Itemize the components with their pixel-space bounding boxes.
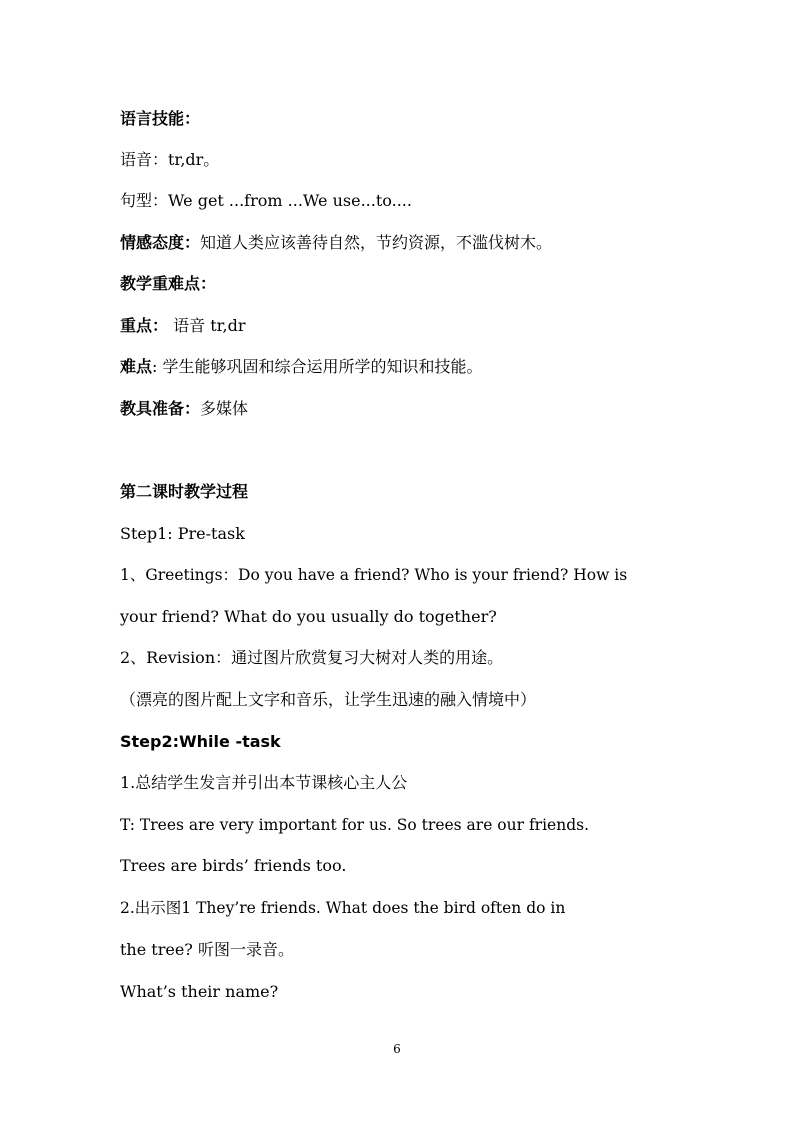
line-emotional-attitude xyxy=(120,232,680,254)
line-revision-note xyxy=(120,689,680,711)
line-label: 教学重难点： xyxy=(120,274,217,293)
line-their-name xyxy=(120,981,680,1003)
line-summary xyxy=(120,772,680,794)
line-text: : 学生能够巩固和综合运用所学的知识和技能。 xyxy=(152,357,483,376)
line-text: Trees are birds’ friends too. xyxy=(120,856,347,875)
heading-second-lesson-process xyxy=(120,481,680,503)
line-trees-birds xyxy=(120,855,680,877)
line-revision xyxy=(120,647,680,669)
heading-language-skills xyxy=(120,108,680,130)
line-text: T: Trees are very important for us. So trees are our friends. xyxy=(120,816,590,834)
line-step2 xyxy=(120,731,680,753)
line-difficulty xyxy=(120,356,680,378)
line-text: （漂亮的图片配上文字和音乐，让学生迅速的融入情境中） xyxy=(120,690,537,709)
line-text: 语音 tr,dr xyxy=(168,316,246,335)
line-text: 句型：We get ...from ...We use...to.... xyxy=(120,191,412,210)
line-step1 xyxy=(120,523,680,545)
line-label: Step2:While -task xyxy=(120,732,281,751)
line-text: 知道人类应该善待自然，节约资源，不滥伐树木。 xyxy=(200,233,553,252)
line-text: What’s their name? xyxy=(120,982,279,1001)
line-label: 语言技能： xyxy=(120,109,201,128)
line-greetings-cont xyxy=(120,606,680,628)
line-focus xyxy=(120,315,680,337)
line-listen xyxy=(120,939,680,961)
line-text: 1.总结学生发言并引出本节课核心主人公 xyxy=(120,773,408,792)
line-text: 2.出示图1 They’re friends. What does the bird often do in xyxy=(120,899,566,917)
line-text: 语音：tr,dr。 xyxy=(120,150,220,169)
line-text: Step1: Pre-task xyxy=(120,524,245,543)
line-picture1 xyxy=(120,897,680,919)
line-text: 2、Revision：通过图片欣赏复习大树对人类的用途。 xyxy=(120,648,504,667)
line-text: the tree? 听图一录音。 xyxy=(120,940,294,959)
line-label: 第二课时教学过程 xyxy=(120,482,249,501)
line-label: 情感态度： xyxy=(120,233,201,252)
line-teaching-aids xyxy=(120,398,680,420)
line-phonics xyxy=(120,149,680,171)
line-sentence-pattern xyxy=(120,190,680,212)
line-text: your friend? What do you usually do together? xyxy=(120,607,497,626)
line-label: 难点 xyxy=(120,357,153,376)
line-label: 教具准备： xyxy=(120,399,201,418)
line-teacher-trees xyxy=(120,814,680,836)
line-text: 1、Greetings：Do you have a friend? Who is your friend? How is xyxy=(120,566,628,584)
line-text: 多媒体 xyxy=(200,399,249,418)
line-label: 重点： xyxy=(120,316,169,335)
page-number: 6 xyxy=(393,1042,401,1056)
heading-key-points xyxy=(120,273,680,295)
line-greetings xyxy=(120,564,680,586)
